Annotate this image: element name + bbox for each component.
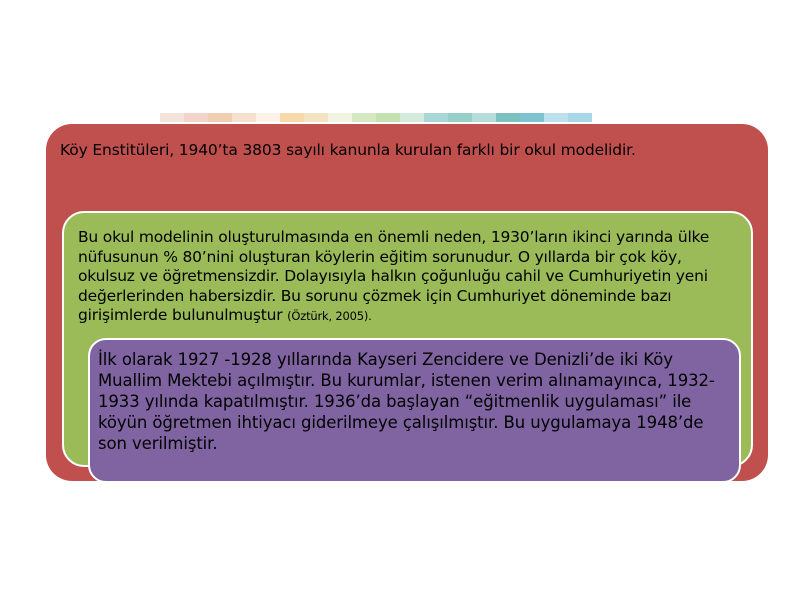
strip-segment <box>424 113 448 122</box>
decorative-color-strip <box>160 113 606 122</box>
strip-segment <box>568 113 592 122</box>
strip-segment <box>520 113 544 122</box>
box3-text: İlk olarak 1927 -1928 yıllarında Kayseri Zencidere ve Denizli’de iki Köy Muallim Mektebi açılmıştır. Bu kurumlar, istenen verim alınamayınca, 1932-1933 yılında kapatılmıştır. 1936’da başlayan “eğitmenlik uygulaması” ile köyün öğretmen ihtiyacı giderilmeye çalışılmıştır. Bu uygulamaya 1948’de son verilmiştir. <box>98 350 715 453</box>
strip-segment <box>280 113 304 122</box>
strip-segment <box>208 113 232 122</box>
strip-segment <box>256 113 280 122</box>
box2-citation: (Öztürk, 2005). <box>287 309 372 324</box>
strip-segment <box>496 113 520 122</box>
strip-segment <box>472 113 496 122</box>
strip-segment <box>304 113 328 122</box>
strip-segment <box>448 113 472 122</box>
strip-segment <box>232 113 256 122</box>
strip-segment <box>544 113 568 122</box>
strip-segment <box>376 113 400 122</box>
box2-text: Bu okul modelinin oluşturulmasında en önemli neden, 1930’ların ikinci yarında ülke nüfusunun % 80’nini oluşturan köylerin eğitim sorunudur. O yıllarda bir çok köy, okulsuz ve öğretmensizdir. Dolayısıyla halkın çoğunluğu cahil ve Cumhuriyetin yeni değerlerinden habersizdir. Bu sorunu çözmek için Cumhuriyet döneminde bazı girişimlerde bulunulmuştur <box>78 228 710 325</box>
strip-segment <box>160 113 184 122</box>
strip-segment <box>328 113 352 122</box>
strip-segment <box>184 113 208 122</box>
box1-text: Köy Enstitüleri, 1940’ta 3803 sayılı kanunla kurulan farklı bir okul modelidir. <box>60 141 636 159</box>
box2-paragraph <box>78 228 742 327</box>
strip-segment <box>352 113 376 122</box>
strip-segment <box>400 113 424 122</box>
